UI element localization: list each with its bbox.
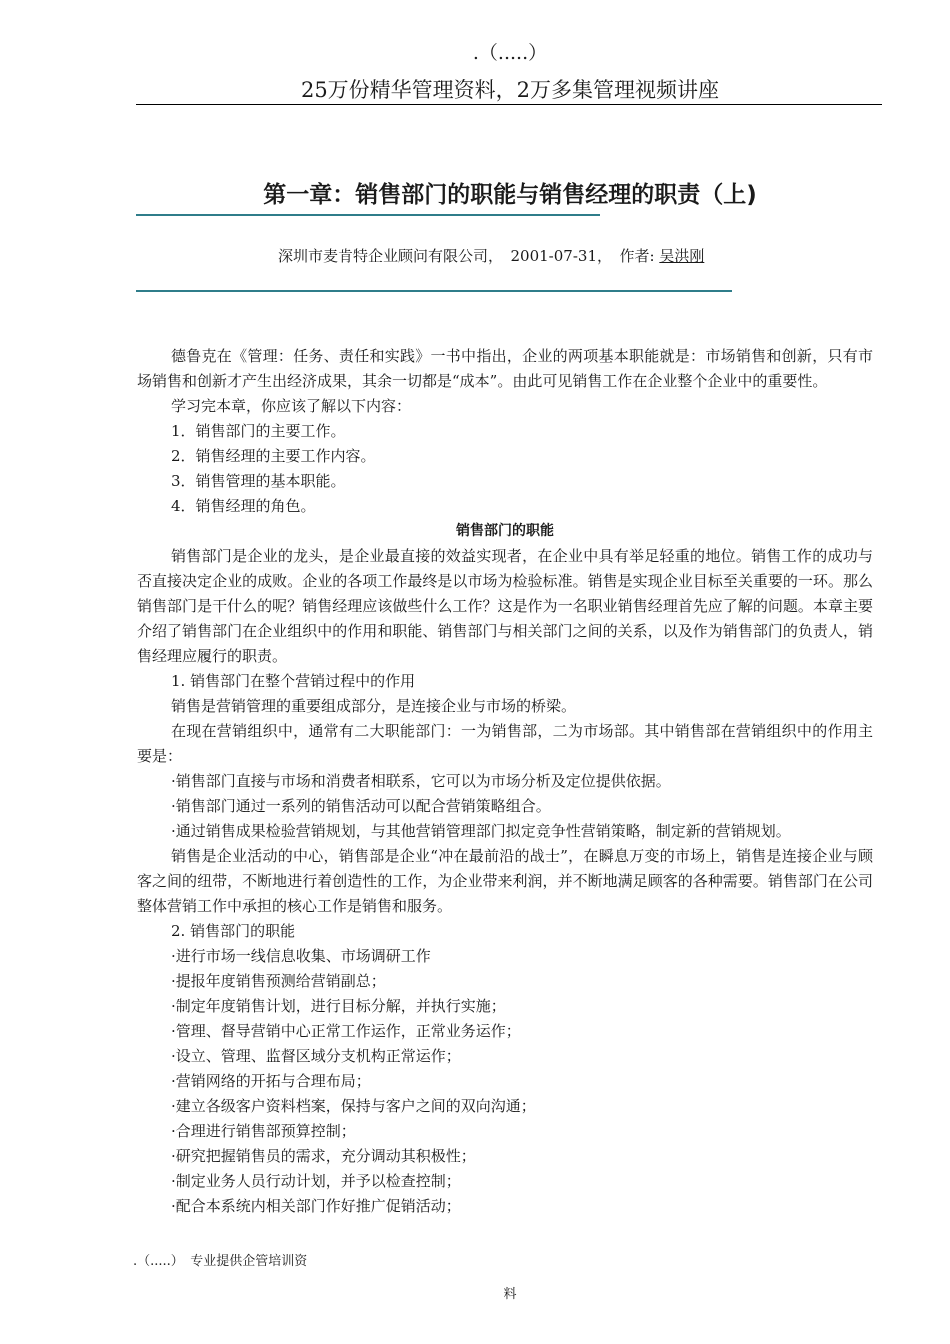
paragraph: 在现在营销组织中，通常有二大职能部门：一为销售部，二为市场部。其中销售部在营销组织中的作用主要是： [137,722,873,765]
chapter-title: 第一章：销售部门的职能与销售经理的职责（上) [263,182,757,208]
bullet-item: ·销售部门直接与市场和消费者相联系，它可以为市场分析及定位提供依据。 [171,772,671,790]
goal-item: 4．销售经理的角色。 [171,497,316,515]
meta-source-date: 深圳市麦肯特企业顾问有限公司， 2001-07-31， 作者: [278,247,660,265]
header-title: 25万份精华管理资料，2万多集管理视频讲座 [300,78,720,102]
subsection-heading: 2. 销售部门的职能 [171,922,296,940]
footer-note: .（.....） 专业提供企管培训资 [133,1254,308,1269]
bullet-item: ·销售部门通过一系列的销售活动可以配合营销策略组合。 [171,797,551,815]
footer-page: 料 [503,1287,517,1302]
header-rule [136,104,882,105]
bullet-item: ·进行市场一线信息收集、市场调研工作 [171,947,431,965]
bullet-item: ·管理、督导营销中心正常工作运作，正常业务运作； [171,1022,521,1040]
bullet-item: ·配合本系统内相关部门作好推广促销活动； [171,1197,461,1215]
header-top: .（.....） [472,42,548,64]
title-rule [136,214,600,216]
article-body [137,344,873,1219]
bullet-item: ·营销网络的开拓与合理布局； [171,1072,371,1090]
learn-intro: 学习完本章，你应该了解以下内容： [171,397,412,415]
goal-item: 1．销售部门的主要工作。 [171,422,346,440]
bullet-item: ·设立、管理、监督区域分支机构正常运作； [171,1047,461,1065]
subsection-heading: 1. 销售部门在整个营销过程中的作用 [171,672,416,690]
section-title: 销售部门的职能 [456,523,554,539]
paragraph: 销售是企业活动的中心，销售部是企业“冲在最前沿的战士”，在瞬息万变的市场上，销售是连接企业与顾客之间的纽带，不断地进行着创造性的工作，为企业带来利润，并不断地满足顾客的各种需要。销售部门在公司整体营销工作中承担的核心工作是销售和服务。 [137,847,873,915]
bullet-item: ·建立各级客户资料档案，保持与客户之间的双向沟通； [171,1097,536,1115]
goal-item: 2．销售经理的主要工作内容。 [171,447,376,465]
goal-item: 3．销售管理的基本职能。 [171,472,346,490]
intro-paragraph: 德鲁克在《管理：任务、责任和实践》一书中指出，企业的两项基本职能就是：市场销售和创新，只有市场销售和创新才产生出经济成果，其余一切都是“成本”。由此可见销售工作在企业整个企业中的重要性。 [137,347,873,390]
section-intro: 销售部门是企业的龙头，是企业最直接的效益实现者，在企业中具有举足轻重的地位。销售工作的成功与否直接决定企业的成败。企业的各项工作最终是以市场为检验标准。销售是实现企业目标至关重要的一环。那么销售部门是干什么的呢？销售经理应该做些什么工作？这是作为一名职业销售经理首先应了解的问题。本章主要介绍了销售部门在企业组织中的作用和职能、销售部门与相关部门之间的关系，以及作为销售部门的负责人，销售经理应履行的职责。 [137,547,873,665]
bullet-item: ·通过销售成果检验营销规划，与其他营销管理部门拟定竞争性营销策略，制定新的营销规划。 [171,822,791,840]
article-meta [278,245,704,266]
bullet-item: ·研究把握销售员的需求，充分调动其积极性； [171,1147,476,1165]
meta-rule [136,290,732,292]
bullet-item: ·制定年度销售计划，进行目标分解，并执行实施； [171,997,506,1015]
paragraph: 销售是营销管理的重要组成部分，是连接企业与市场的桥梁。 [171,697,577,715]
author-link[interactable]: 吴洪刚 [659,247,705,265]
bullet-item: ·制定业务人员行动计划，并予以检查控制； [171,1172,461,1190]
bullet-item: ·提报年度销售预测给营销副总； [171,972,386,990]
bullet-item: ·合理进行销售部预算控制； [171,1122,356,1140]
